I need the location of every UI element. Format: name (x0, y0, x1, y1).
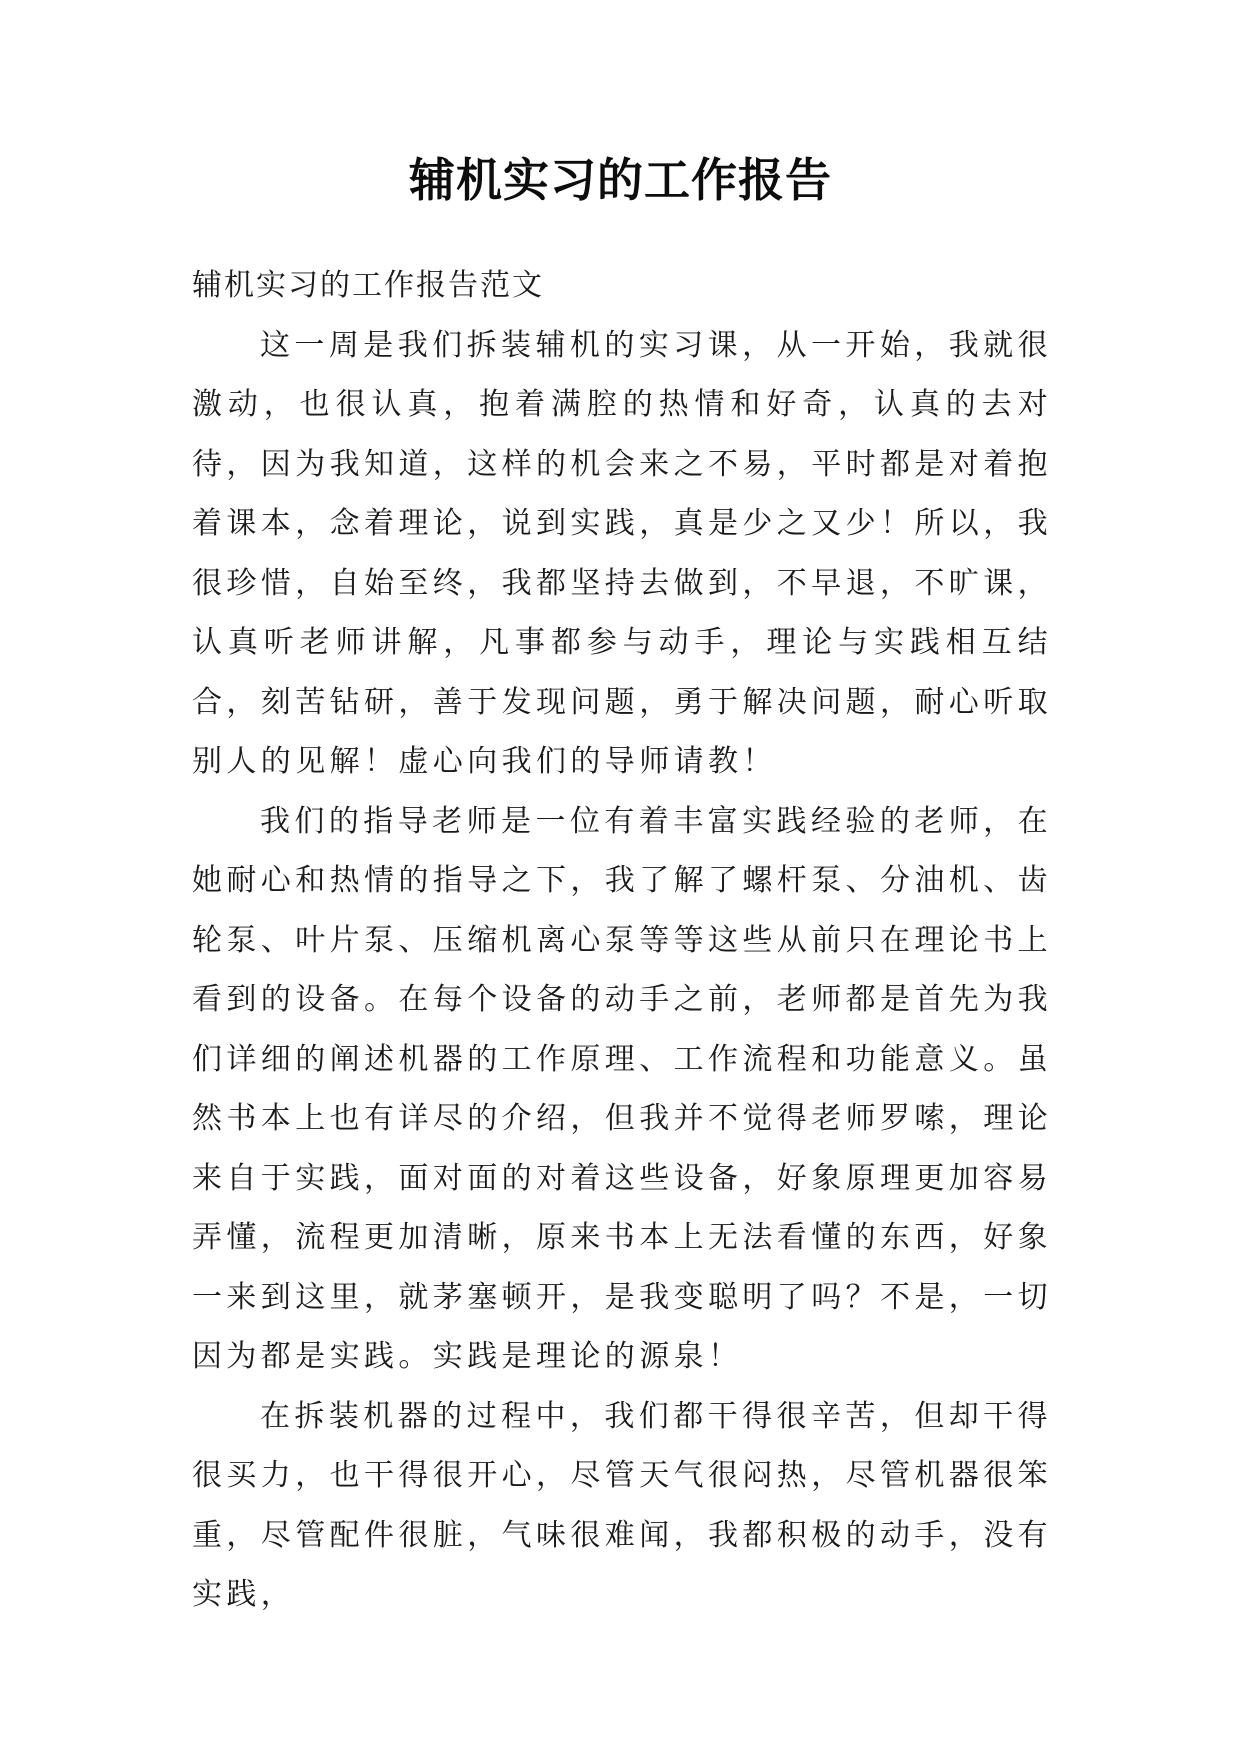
document-subtitle: 辅机实习的工作报告范文 (192, 268, 544, 303)
paragraph-1: 这一周是我们拆装辅机的实习课，从一开始，我就很激动，也很认真，抱着满腔的热情和好奇，认真的去对待，因为我知道，这样的机会来之不易，平时都是对着抱着课本，念着理论，说到实践，真是少之又少！所以，我很珍惜，自始至终，我都坚持去做到，不早退，不旷课，认真听老师讲解，凡事都参与动手，理论与实践相互结合，刻苦钻研，善于发现问题，勇于解决问题，耐心听取别人的见解！虚心向我们的导师请教！ (192, 327, 1052, 779)
paragraph-2: 我们的指导老师是一位有着丰富实践经验的老师，在她耐心和热情的指导之下，我了解了螺杆泵、分油机、齿轮泵、叶片泵、压缩机离心泵等等这些从前只在理论书上看到的设备。在每个设备的动手之前，老师都是首先为我们详细的阐述机器的工作原理、工作流程和功能意义。虽然书本上也有详尽的介绍，但我并不觉得老师罗嗦，理论来自于实践，面对面的对着这些设备，好象原理更加容易弄懂，流程更加清晰，原来书本上无法看懂的东西，好象一来到这里，就茅塞顿开，是我变聪明了吗？不是，一切因为都是实践。实践是理论的源泉！ (192, 803, 1052, 1374)
document-body (192, 256, 1052, 1625)
paragraph-3: 在拆装机器的过程中，我们都干得很辛苦，但却干得很买力，也干得很开心，尽管天气很闷热，尽管机器很笨重，尽管配件很脏，气味很难闻，我都积极的动手，没有实践， (192, 1398, 1052, 1612)
document-title: 辅机实习的工作报告 (409, 153, 832, 207)
